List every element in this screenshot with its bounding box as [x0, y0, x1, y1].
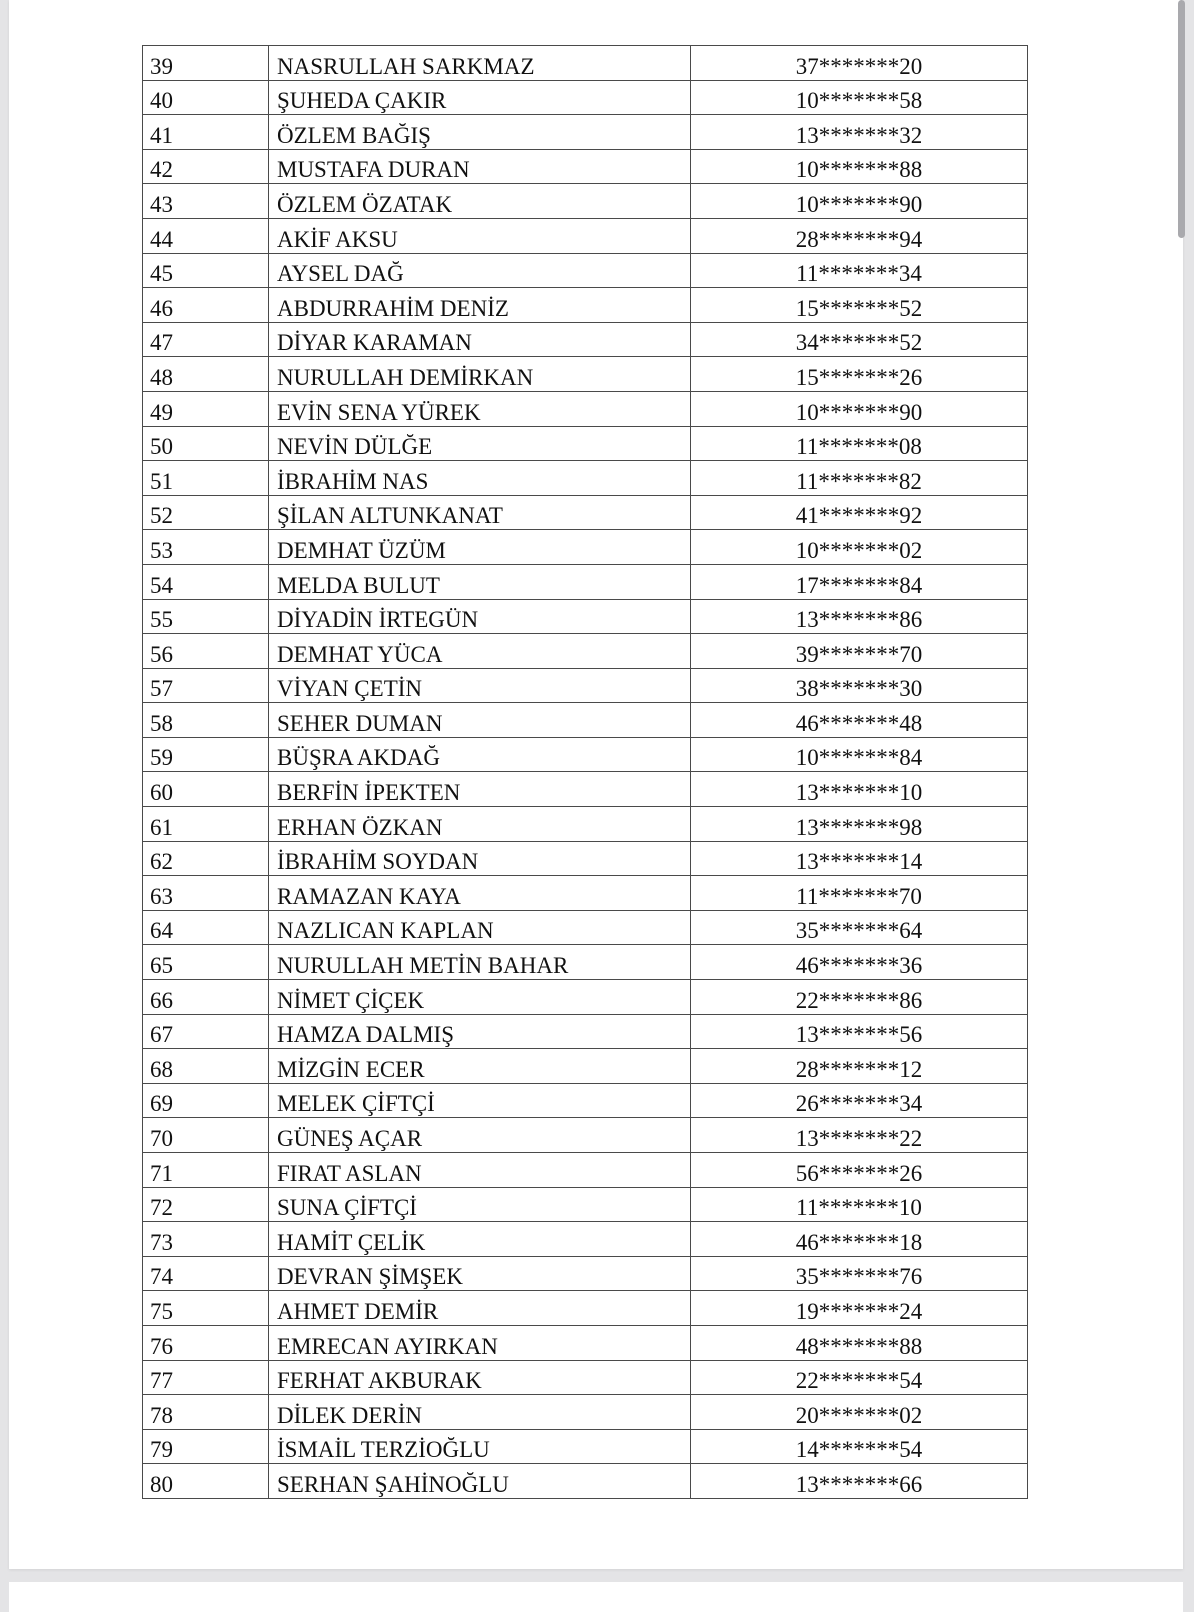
row-number-cell: 40 — [143, 80, 269, 115]
name-cell: FERHAT AKBURAK — [269, 1360, 691, 1395]
table-row — [143, 876, 1028, 911]
row-number-cell: 69 — [143, 1083, 269, 1118]
name-cell: DİLEK DERİN — [269, 1395, 691, 1430]
id-number-cell: 37*******20 — [691, 46, 1028, 81]
roster-table — [142, 45, 1028, 1499]
table-row — [143, 703, 1028, 738]
row-number-cell: 75 — [143, 1291, 269, 1326]
row-number-cell: 49 — [143, 391, 269, 426]
name-cell: MELDA BULUT — [269, 564, 691, 599]
name-cell: ÖZLEM ÖZATAK — [269, 184, 691, 219]
row-number-cell: 65 — [143, 945, 269, 980]
id-number-cell: 11*******08 — [691, 426, 1028, 461]
table-row — [143, 1118, 1028, 1153]
name-cell: NEVİN DÜLĞE — [269, 426, 691, 461]
table-row — [143, 841, 1028, 876]
row-number-cell: 42 — [143, 149, 269, 184]
table-row — [143, 1014, 1028, 1049]
row-number-cell: 72 — [143, 1187, 269, 1222]
table-row — [143, 253, 1028, 288]
table-row — [143, 1049, 1028, 1084]
id-number-cell: 22*******86 — [691, 980, 1028, 1015]
name-cell: NURULLAH METİN BAHAR — [269, 945, 691, 980]
name-cell: DEMHAT YÜCA — [269, 634, 691, 669]
id-number-cell: 17*******84 — [691, 564, 1028, 599]
row-number-cell: 47 — [143, 322, 269, 357]
row-number-cell: 63 — [143, 876, 269, 911]
id-number-cell: 15*******52 — [691, 288, 1028, 323]
scrollbar-thumb[interactable] — [1178, 0, 1185, 238]
table-row — [143, 1083, 1028, 1118]
table-row — [143, 46, 1028, 81]
name-cell: GÜNEŞ AÇAR — [269, 1118, 691, 1153]
name-cell: DEVRAN ŞİMŞEK — [269, 1256, 691, 1291]
id-number-cell: 10*******90 — [691, 184, 1028, 219]
name-cell: RAMAZAN KAYA — [269, 876, 691, 911]
id-number-cell: 11*******82 — [691, 461, 1028, 496]
table-row — [143, 1360, 1028, 1395]
table-row — [143, 184, 1028, 219]
name-cell: VİYAN ÇETİN — [269, 668, 691, 703]
table-row — [143, 807, 1028, 842]
table-row — [143, 1187, 1028, 1222]
id-number-cell: 28*******94 — [691, 218, 1028, 253]
id-number-cell: 13*******56 — [691, 1014, 1028, 1049]
name-cell: NAZLICAN KAPLAN — [269, 910, 691, 945]
table-row — [143, 357, 1028, 392]
row-number-cell: 78 — [143, 1395, 269, 1430]
name-cell: SEHER DUMAN — [269, 703, 691, 738]
table-row — [143, 599, 1028, 634]
document-page — [9, 0, 1183, 1569]
row-number-cell: 39 — [143, 46, 269, 81]
table-row — [143, 1256, 1028, 1291]
row-number-cell: 68 — [143, 1049, 269, 1084]
id-number-cell: 28*******12 — [691, 1049, 1028, 1084]
name-cell: İBRAHİM NAS — [269, 461, 691, 496]
id-number-cell: 13*******22 — [691, 1118, 1028, 1153]
name-cell: NASRULLAH SARKMAZ — [269, 46, 691, 81]
name-cell: MELEK ÇİFTÇİ — [269, 1083, 691, 1118]
row-number-cell: 64 — [143, 910, 269, 945]
row-number-cell: 51 — [143, 461, 269, 496]
id-number-cell: 46*******18 — [691, 1222, 1028, 1257]
id-number-cell: 15*******26 — [691, 357, 1028, 392]
row-number-cell: 67 — [143, 1014, 269, 1049]
table-row — [143, 218, 1028, 253]
table-row — [143, 1395, 1028, 1430]
row-number-cell: 73 — [143, 1222, 269, 1257]
name-cell: ÖZLEM BAĞIŞ — [269, 115, 691, 150]
name-cell: NURULLAH DEMİRKAN — [269, 357, 691, 392]
row-number-cell: 44 — [143, 218, 269, 253]
id-number-cell: 10*******58 — [691, 80, 1028, 115]
name-cell: MUSTAFA DURAN — [269, 149, 691, 184]
table-row — [143, 910, 1028, 945]
name-cell: ŞUHEDA ÇAKIR — [269, 80, 691, 115]
table-row — [143, 1429, 1028, 1464]
id-number-cell: 39*******70 — [691, 634, 1028, 669]
name-cell: AHMET DEMİR — [269, 1291, 691, 1326]
name-cell: MİZGİN ECER — [269, 1049, 691, 1084]
id-number-cell: 38*******30 — [691, 668, 1028, 703]
id-number-cell: 41*******92 — [691, 495, 1028, 530]
name-cell: SUNA ÇİFTÇİ — [269, 1187, 691, 1222]
id-number-cell: 46*******48 — [691, 703, 1028, 738]
name-cell: HAMİT ÇELİK — [269, 1222, 691, 1257]
row-number-cell: 77 — [143, 1360, 269, 1395]
table-row — [143, 288, 1028, 323]
table-row — [143, 461, 1028, 496]
row-number-cell: 74 — [143, 1256, 269, 1291]
row-number-cell: 56 — [143, 634, 269, 669]
row-number-cell: 57 — [143, 668, 269, 703]
id-number-cell: 48*******88 — [691, 1325, 1028, 1360]
row-number-cell: 55 — [143, 599, 269, 634]
row-number-cell: 62 — [143, 841, 269, 876]
id-number-cell: 14*******54 — [691, 1429, 1028, 1464]
row-number-cell: 70 — [143, 1118, 269, 1153]
row-number-cell: 60 — [143, 772, 269, 807]
name-cell: DEMHAT ÜZÜM — [269, 530, 691, 565]
row-number-cell: 43 — [143, 184, 269, 219]
table-row — [143, 634, 1028, 669]
id-number-cell: 10*******90 — [691, 391, 1028, 426]
row-number-cell: 45 — [143, 253, 269, 288]
id-number-cell: 13*******86 — [691, 599, 1028, 634]
name-cell: HAMZA DALMIŞ — [269, 1014, 691, 1049]
table-row — [143, 426, 1028, 461]
name-cell: BÜŞRA AKDAĞ — [269, 737, 691, 772]
table-row — [143, 391, 1028, 426]
table-row — [143, 668, 1028, 703]
row-number-cell: 76 — [143, 1325, 269, 1360]
row-number-cell: 59 — [143, 737, 269, 772]
table-row — [143, 945, 1028, 980]
table-row — [143, 772, 1028, 807]
table-row — [143, 495, 1028, 530]
row-number-cell: 58 — [143, 703, 269, 738]
table-row — [143, 1222, 1028, 1257]
name-cell: EVİN SENA YÜREK — [269, 391, 691, 426]
id-number-cell: 35*******76 — [691, 1256, 1028, 1291]
name-cell: NİMET ÇİÇEK — [269, 980, 691, 1015]
row-number-cell: 52 — [143, 495, 269, 530]
table-row — [143, 1325, 1028, 1360]
id-number-cell: 46*******36 — [691, 945, 1028, 980]
row-number-cell: 79 — [143, 1429, 269, 1464]
name-cell: ABDURRAHİM DENİZ — [269, 288, 691, 323]
row-number-cell: 50 — [143, 426, 269, 461]
id-number-cell: 11*******70 — [691, 876, 1028, 911]
table-row — [143, 322, 1028, 357]
table-row — [143, 115, 1028, 150]
name-cell: BERFİN İPEKTEN — [269, 772, 691, 807]
name-cell: İBRAHİM SOYDAN — [269, 841, 691, 876]
name-cell: DİYADİN İRTEGÜN — [269, 599, 691, 634]
name-cell: FIRAT ASLAN — [269, 1153, 691, 1188]
name-cell: İSMAİL TERZİOĞLU — [269, 1429, 691, 1464]
id-number-cell: 10*******88 — [691, 149, 1028, 184]
id-number-cell: 35*******64 — [691, 910, 1028, 945]
name-cell: ERHAN ÖZKAN — [269, 807, 691, 842]
row-number-cell: 61 — [143, 807, 269, 842]
table-row — [143, 149, 1028, 184]
row-number-cell: 66 — [143, 980, 269, 1015]
table-row — [143, 1153, 1028, 1188]
row-number-cell: 71 — [143, 1153, 269, 1188]
row-number-cell: 80 — [143, 1464, 269, 1499]
name-cell: ŞİLAN ALTUNKANAT — [269, 495, 691, 530]
id-number-cell: 22*******54 — [691, 1360, 1028, 1395]
roster-table-body — [143, 46, 1028, 1499]
table-row — [143, 80, 1028, 115]
id-number-cell: 13*******14 — [691, 841, 1028, 876]
id-number-cell: 11*******34 — [691, 253, 1028, 288]
next-page-edge — [9, 1582, 1183, 1612]
table-row — [143, 1291, 1028, 1326]
table-row — [143, 1464, 1028, 1499]
id-number-cell: 10*******02 — [691, 530, 1028, 565]
id-number-cell: 13*******32 — [691, 115, 1028, 150]
id-number-cell: 13*******66 — [691, 1464, 1028, 1499]
id-number-cell: 10*******84 — [691, 737, 1028, 772]
id-number-cell: 11*******10 — [691, 1187, 1028, 1222]
row-number-cell: 54 — [143, 564, 269, 599]
id-number-cell: 13*******98 — [691, 807, 1028, 842]
table-row — [143, 737, 1028, 772]
name-cell: AYSEL DAĞ — [269, 253, 691, 288]
id-number-cell: 19*******24 — [691, 1291, 1028, 1326]
row-number-cell: 53 — [143, 530, 269, 565]
table-row — [143, 564, 1028, 599]
table-row — [143, 980, 1028, 1015]
id-number-cell: 34*******52 — [691, 322, 1028, 357]
id-number-cell: 13*******10 — [691, 772, 1028, 807]
name-cell: SERHAN ŞAHİNOĞLU — [269, 1464, 691, 1499]
name-cell: AKİF AKSU — [269, 218, 691, 253]
id-number-cell: 20*******02 — [691, 1395, 1028, 1430]
name-cell: EMRECAN AYIRKAN — [269, 1325, 691, 1360]
name-cell: DİYAR KARAMAN — [269, 322, 691, 357]
row-number-cell: 41 — [143, 115, 269, 150]
id-number-cell: 56*******26 — [691, 1153, 1028, 1188]
row-number-cell: 48 — [143, 357, 269, 392]
row-number-cell: 46 — [143, 288, 269, 323]
id-number-cell: 26*******34 — [691, 1083, 1028, 1118]
table-row — [143, 530, 1028, 565]
